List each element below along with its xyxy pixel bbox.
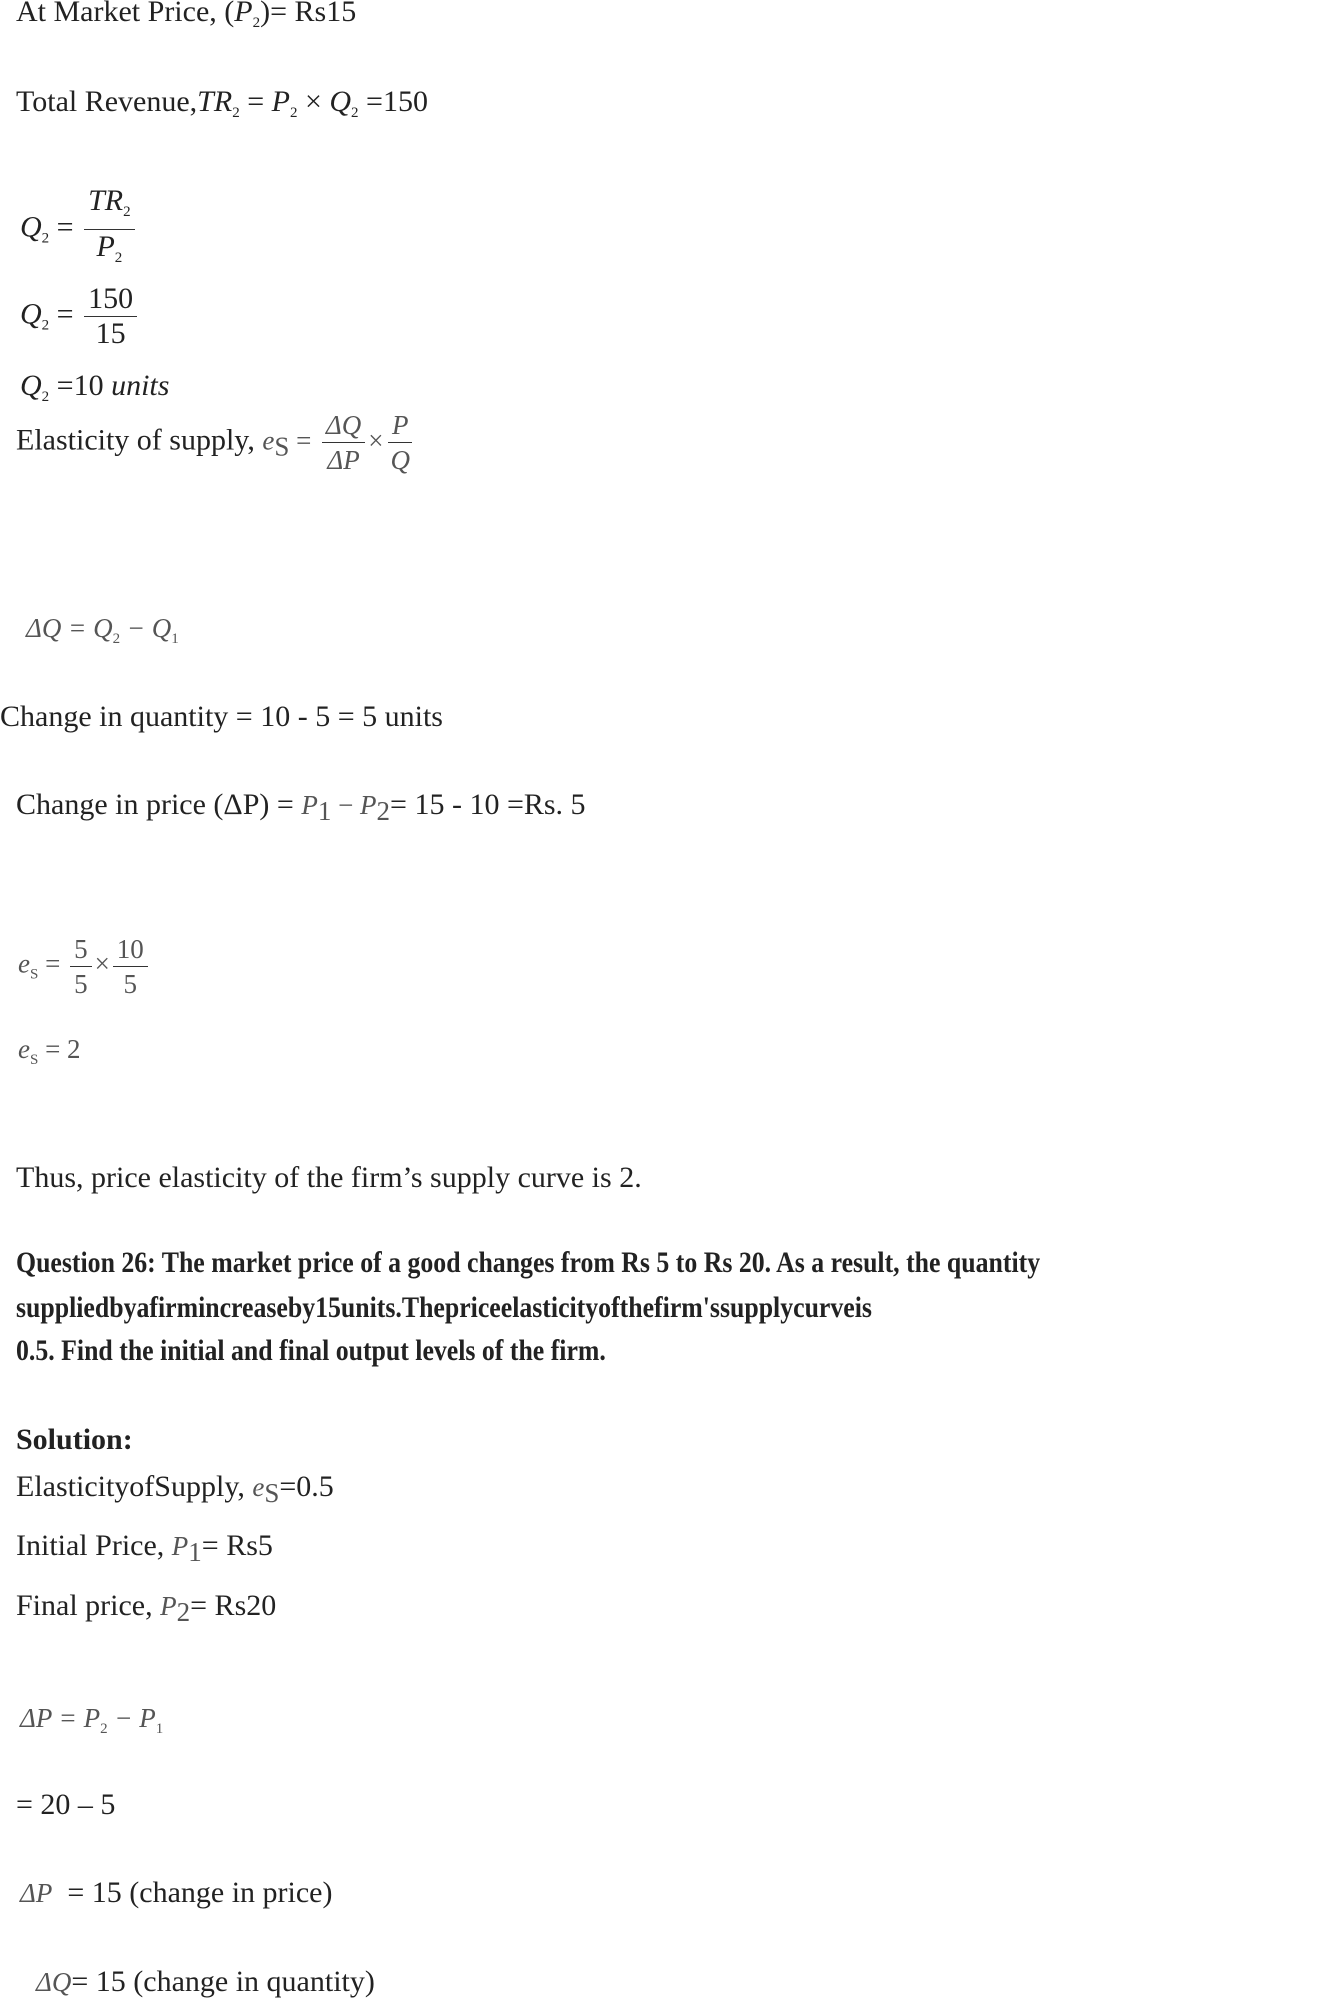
numerator: P [388, 408, 413, 443]
var: e [18, 948, 30, 979]
var: Q [20, 297, 42, 331]
fraction [84, 282, 137, 351]
denominator: 5 [74, 969, 88, 999]
denominator: 5 [123, 969, 138, 999]
sub: 2 [112, 631, 121, 647]
var: P [360, 790, 377, 820]
text: At Market Price, ( [16, 0, 235, 28]
var: ΔP [20, 1878, 53, 1908]
text: = 15 (change in quantity) [71, 1965, 375, 1998]
var: P [234, 0, 253, 28]
var: e [18, 1034, 30, 1064]
text: Final price, [16, 1589, 161, 1622]
sub: 2 [176, 1597, 191, 1627]
sub: 1 [155, 1721, 164, 1737]
delta-q-formula [26, 610, 179, 657]
text: Change in price (ΔP) = [16, 788, 302, 821]
var: P [301, 790, 318, 820]
text: =0.5 [279, 1470, 334, 1503]
question-line-2: suppliedbyafirmincreaseby15units.Thepriceelasticityofthefirm'ssupplycurveis [16, 1291, 872, 1324]
conclusion: Thus, price elasticity of the firm’s supply curve is 2. [16, 1161, 642, 1194]
sub: 2 [41, 317, 50, 334]
denominator: Q [390, 445, 410, 475]
var: e [252, 1472, 265, 1502]
text: = [49, 297, 74, 331]
delta-q-result [36, 1964, 375, 2000]
text: × [94, 948, 110, 979]
text: )= Rs15 [260, 0, 357, 28]
text: Total Revenue, [16, 85, 198, 118]
delta-p-result [20, 1875, 332, 1911]
fraction [70, 932, 92, 1001]
sub: 2 [100, 1721, 108, 1737]
var: P [171, 1531, 189, 1561]
text: = 15 - 10 =Rs. 5 [390, 788, 586, 821]
sub: 2 [114, 250, 123, 266]
var: P [160, 1591, 177, 1621]
q2-formula [20, 184, 138, 275]
es-result [18, 1031, 81, 1078]
text: = Rs5 [201, 1529, 273, 1562]
text: × [297, 85, 330, 118]
numerator: 150 [84, 282, 137, 317]
fraction [322, 408, 365, 477]
sub: 2 [351, 105, 359, 121]
sub: S [264, 1478, 280, 1508]
es-calculation [18, 932, 151, 1001]
var: Q [20, 210, 42, 244]
text: = [49, 210, 74, 244]
text: − Q [120, 613, 172, 643]
text: ΔQ = Q [26, 613, 113, 643]
subtraction: = 20 – 5 [16, 1788, 116, 1821]
text: ΔP = P [20, 1703, 101, 1733]
q2-values [20, 282, 140, 351]
text: Initial Price, [16, 1529, 172, 1562]
change-in-price [16, 787, 586, 829]
sub: S [29, 1052, 39, 1068]
question-line-3: 0.5. Find the initial and final output levels of the firm. [16, 1334, 606, 1367]
question-line-1: Question 26: The market price of a good changes from Rs 5 to Rs 20. As a result, the quantity [16, 1246, 1041, 1279]
text: = [239, 85, 272, 118]
text: = 2 [38, 1034, 81, 1064]
denominator: 15 [95, 317, 126, 350]
sub: 2 [41, 230, 50, 247]
elasticity-formula [16, 408, 417, 477]
final-price [16, 1588, 276, 1630]
change-in-quantity: Change in quantity = 10 - 5 = 5 units [0, 700, 443, 733]
var: P [271, 85, 290, 118]
fraction [386, 408, 414, 477]
market-price-line [16, 0, 356, 41]
sub: 1 [317, 796, 332, 826]
sub: 2 [376, 796, 391, 826]
text: − P [107, 1703, 156, 1733]
sub: 2 [41, 389, 50, 405]
numerator: TR [88, 184, 124, 217]
elasticity-of-supply [16, 1469, 334, 1511]
text: Elasticity of supply, [16, 423, 263, 457]
text: =10 [49, 369, 112, 402]
text: =150 [358, 85, 428, 118]
var: TR [197, 85, 233, 118]
var: ΔQ [36, 1967, 72, 1997]
units: units [111, 369, 170, 402]
text: = 15 (change in price) [52, 1876, 333, 1909]
sub: 2 [289, 105, 298, 121]
solution-heading: Solution: [16, 1423, 133, 1456]
text: ElasticityofSupply, [16, 1470, 253, 1503]
text: = [38, 948, 61, 979]
fraction [113, 932, 148, 1001]
numerator: 10 [113, 932, 148, 967]
numerator: 5 [70, 932, 92, 967]
sub: 1 [188, 1537, 202, 1567]
total-revenue-line [16, 84, 428, 131]
initial-price [16, 1528, 273, 1570]
denominator: ΔP [327, 445, 360, 475]
text: − [331, 790, 361, 820]
denominator: P [96, 230, 115, 263]
text: × [368, 425, 384, 456]
delta-p-formula [20, 1700, 163, 1747]
var: Q [20, 369, 42, 402]
text: = [289, 425, 312, 456]
var: e [262, 425, 275, 456]
text: = Rs20 [190, 1589, 277, 1622]
sub: 2 [252, 15, 261, 31]
fraction [84, 184, 135, 275]
sub: 2 [232, 105, 240, 121]
sub: 1 [171, 631, 179, 647]
sub: S [274, 431, 290, 462]
sub: 2 [123, 204, 131, 220]
sub: S [29, 966, 39, 983]
var: Q [329, 85, 352, 118]
numerator: ΔQ [322, 408, 365, 443]
